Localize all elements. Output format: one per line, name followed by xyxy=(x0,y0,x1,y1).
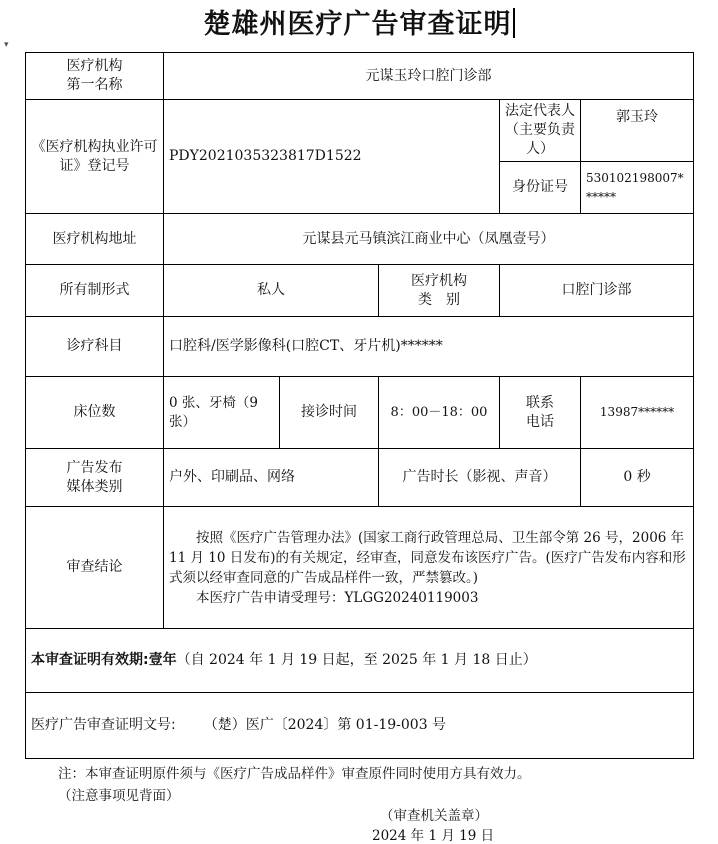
phone-label: 联系 电话 xyxy=(500,377,581,449)
docno-label: 医疗广告审查证明文号: xyxy=(31,717,176,733)
row-conclusion xyxy=(26,507,694,629)
beds-value: 0 张、牙椅（9 张） xyxy=(164,377,280,449)
beds-label: 床位数 xyxy=(26,377,164,449)
application-number: 本医疗广告申请受理号：YLGG20240119003 xyxy=(196,589,479,606)
text-cursor xyxy=(513,8,515,38)
license-value: PDY2021035323817D1522 xyxy=(164,100,500,214)
id-label: 身份证号 xyxy=(500,162,581,214)
validity-value: （自 2024 年 1 月 19 日起，至 2025 年 1 月 18 日止） xyxy=(176,652,537,668)
validity-cell xyxy=(26,629,694,693)
row-address xyxy=(26,214,694,265)
legal-rep-label: 法定代表人 （主要负责人） xyxy=(500,100,581,162)
conclusion-body xyxy=(164,507,694,629)
name-label: 医疗机构 第一名称 xyxy=(26,53,164,100)
row-departments xyxy=(26,317,694,377)
name-value: 元谋玉玲口腔门诊部 xyxy=(164,53,694,100)
conclusion-paragraph: 按照《医疗广告管理办法》(国家工商行政管理总局、卫生部令第 26 号，2006 年 11 月 10 日发布)的有关规定，经审查，同意发布该医疗广告。(医疗广告发布内容和形式须以经审查同意的广告成品样件一致，严禁篡改。) xyxy=(169,529,686,586)
address-label: 医疗机构地址 xyxy=(26,214,164,265)
validity-label: 本审查证明有效期:壹年 xyxy=(31,652,177,668)
category-value: 口腔门诊部 xyxy=(500,265,694,317)
hours-label: 接诊时间 xyxy=(280,377,379,449)
phone-value: 13987****** xyxy=(581,377,694,449)
page-title: 楚雄州医疗广告审查证明 xyxy=(0,2,718,41)
ownership-label: 所有制形式 xyxy=(26,265,164,317)
row-license xyxy=(26,100,694,162)
row-media xyxy=(26,449,694,507)
row-beds xyxy=(26,377,694,449)
departments-value: 口腔科/医学影像科(口腔CT、牙片机)****** xyxy=(164,317,694,377)
seal-text: （审查机关盖章） xyxy=(380,808,488,824)
row-ownership xyxy=(26,265,694,317)
docno-cell xyxy=(26,693,694,759)
footer-note: 注：本审查证明原件须与《医疗广告成品样件》审查原件同时使用方具有效力。 xyxy=(58,766,531,782)
duration-label: 广告时长（影视、声音） xyxy=(379,449,581,507)
docno-value: （楚）医广〔2024〕第 01-19-003 号 xyxy=(203,717,447,733)
media-value: 户外、印刷品、网络 xyxy=(164,449,379,507)
row-validity xyxy=(26,629,694,693)
departments-label: 诊疗科目 xyxy=(26,317,164,377)
hours-value: 8：00－18：00 xyxy=(379,377,500,449)
media-label: 广告发布 媒体类别 xyxy=(26,449,164,507)
footer-note-2: （注意事项见背面） xyxy=(58,788,180,804)
legal-rep-value: 郭玉玲 xyxy=(581,100,694,162)
category-label: 医疗机构 类 别 xyxy=(379,265,500,317)
duration-value: 0 秒 xyxy=(581,449,694,507)
certificate-table xyxy=(25,52,694,759)
id-value: 530102198007****** xyxy=(581,162,694,214)
license-label: 《医疗机构执业许可证》登记号 xyxy=(26,100,164,214)
address-value: 元谋县元马镇滨江商业中心（凤凰壹号） xyxy=(164,214,694,265)
row-docno xyxy=(26,693,694,759)
ownership-value: 私人 xyxy=(164,265,379,317)
conclusion-label: 审查结论 xyxy=(26,507,164,629)
issue-date: 2024 年 1 月 19 日 xyxy=(372,828,495,844)
corner-mark: ▾ xyxy=(4,40,9,50)
row-name xyxy=(26,53,694,100)
